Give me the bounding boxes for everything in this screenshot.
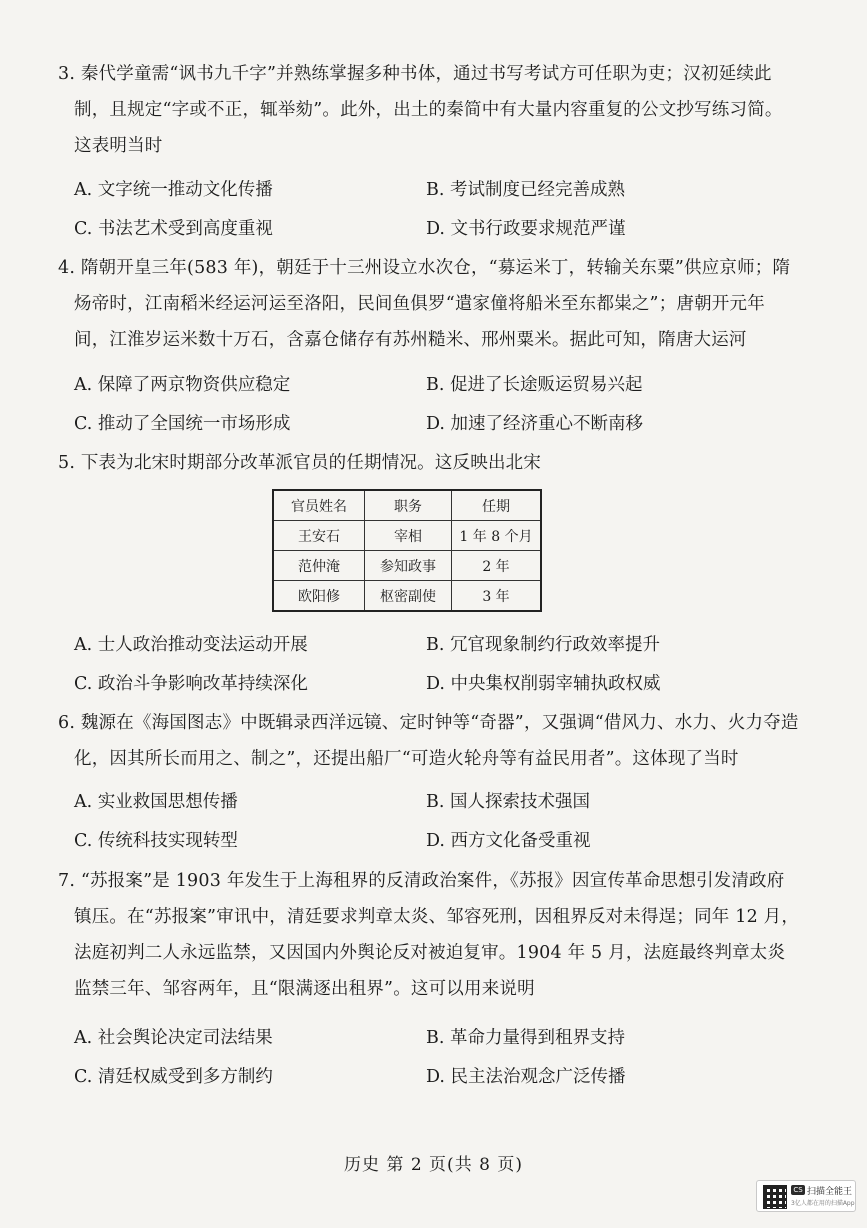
option-c: C. 清廷权威受到多方制约 bbox=[74, 1067, 273, 1087]
option-c: C. 推动了全国统一市场形成 bbox=[74, 414, 291, 434]
table-header: 任期 bbox=[452, 490, 542, 521]
scanner-watermark bbox=[756, 1180, 856, 1212]
option-d: D. 中央集权削弱宰辅执政权威 bbox=[426, 674, 661, 694]
question-3-line-1: 3. 秦代学童需“讽书九千字”并熟练掌握多种书体，通过书写考试方可任职为吏；汉初延续此 bbox=[58, 64, 772, 84]
question-6-line-1: 6. 魏源在《海国图志》中既辑录西洋远镜、定时钟等“奇器”，又强调“借风力、水力、火力夺造 bbox=[58, 713, 799, 733]
question-7-line-4: 监禁三年、邹容两年，且“限满逐出租界”。这可以用来说明 bbox=[74, 979, 535, 999]
table-cell: 欧阳修 bbox=[273, 581, 365, 612]
scanner-logo-icon: CS bbox=[791, 1185, 805, 1195]
officials-table bbox=[272, 489, 542, 612]
question-4-line-2: 炀帝时，江南稻米经运河运至洛阳，民间鱼俱罗“遣家僮将船米至东都粜之”；唐朝开元年 bbox=[74, 294, 765, 314]
question-5 bbox=[58, 445, 828, 481]
question-7-line-1: 7. “苏报案”是 1903 年发生于上海租界的反清政治案件，《苏报》因宣传革命思想引发清政府 bbox=[58, 871, 785, 891]
option-b: B. 考试制度已经完善成熟 bbox=[426, 180, 625, 200]
option-c: C. 政治斗争影响改革持续深化 bbox=[74, 674, 308, 694]
question-3-line-3: 这表明当时 bbox=[74, 136, 163, 156]
question-7-line-3: 法庭初判二人永远监禁，又因国内外舆论反对被迫复审。1904 年 5 月，法庭最终判章太炎 bbox=[74, 943, 786, 963]
table-cell: 范仲淹 bbox=[273, 551, 365, 581]
option-a: A. 士人政治推动变法运动开展 bbox=[74, 635, 308, 655]
option-d: D. 民主法治观念广泛传播 bbox=[426, 1067, 626, 1087]
scanner-brand: 扫描全能王 bbox=[807, 1187, 853, 1197]
question-4 bbox=[58, 250, 828, 358]
table-row bbox=[273, 551, 541, 581]
option-a: A. 实业救国思想传播 bbox=[74, 792, 238, 812]
scanner-tagline: 3亿人都在用的扫描App bbox=[791, 1200, 855, 1207]
option-a: A. 社会舆论决定司法结果 bbox=[74, 1028, 273, 1048]
table-header-row bbox=[273, 490, 541, 521]
option-c: C. 传统科技实现转型 bbox=[74, 831, 238, 851]
qr-code-icon bbox=[763, 1185, 787, 1209]
option-a: A. 保障了两京物资供应稳定 bbox=[74, 375, 291, 395]
question-7-line-2: 镇压。在“苏报案”审讯中，清廷要求判章太炎、邹容死刑，因租界反对未得逞；同年 12 月， bbox=[74, 907, 800, 927]
question-4-line-3: 间，江淮岁运米数十万石，含嘉仓储存有苏州糙米、邢州粟米。据此可知，隋唐大运河 bbox=[74, 330, 747, 350]
option-b: B. 促进了长途贩运贸易兴起 bbox=[426, 375, 643, 395]
table-cell: 枢密副使 bbox=[365, 581, 452, 612]
question-3-line-2: 制，且规定“字或不正，辄举劾”。此外，出土的秦简中有大量内容重复的公文抄写练习简。 bbox=[74, 100, 783, 120]
page-footer: 历史 第 2 页(共 8 页) bbox=[344, 1155, 523, 1175]
option-d: D. 加速了经济重心不断南移 bbox=[426, 414, 644, 434]
option-d: D. 文书行政要求规范严谨 bbox=[426, 219, 626, 239]
option-a: A. 文字统一推动文化传播 bbox=[74, 180, 273, 200]
option-c: C. 书法艺术受到高度重视 bbox=[74, 219, 273, 239]
question-3 bbox=[58, 56, 828, 164]
table-cell: 3 年 bbox=[452, 581, 542, 612]
table-cell: 1 年 8 个月 bbox=[452, 521, 542, 551]
table-cell: 参知政事 bbox=[365, 551, 452, 581]
table-cell: 2 年 bbox=[452, 551, 542, 581]
option-b: B. 革命力量得到租界支持 bbox=[426, 1028, 625, 1048]
option-d: D. 西方文化备受重视 bbox=[426, 831, 591, 851]
table-cell: 宰相 bbox=[365, 521, 452, 551]
table-row bbox=[273, 521, 541, 551]
table-header: 职务 bbox=[365, 490, 452, 521]
question-7 bbox=[58, 863, 828, 1007]
option-b: B. 国人探索技术强国 bbox=[426, 792, 590, 812]
question-5-line-1: 5. 下表为北宋时期部分改革派官员的任期情况。这反映出北宋 bbox=[58, 453, 542, 473]
table-cell: 王安石 bbox=[273, 521, 365, 551]
question-6 bbox=[58, 705, 828, 777]
question-4-line-1: 4. 隋朝开皇三年(583 年)，朝廷于十三州设立水次仓，“募运米丁，转输关东粟”供应京师；隋 bbox=[58, 258, 791, 278]
table-header: 官员姓名 bbox=[273, 490, 365, 521]
table-row bbox=[273, 581, 541, 612]
question-6-line-2: 化，因其所长而用之、制之”，还提出船厂“可造火轮舟等有益民用者”。这体现了当时 bbox=[74, 749, 739, 769]
option-b: B. 冗官现象制约行政效率提升 bbox=[426, 635, 660, 655]
